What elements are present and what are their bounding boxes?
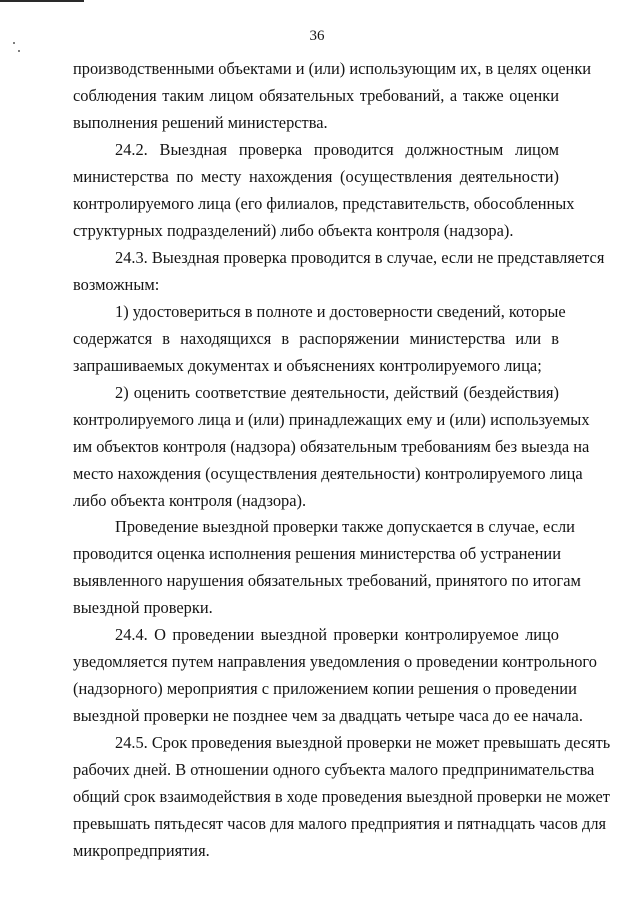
text-line: общий срок взаимодействия в ходе проведения выездной проверки не может <box>73 787 610 806</box>
text-line: выполнения решений министерства. <box>73 113 328 132</box>
text-line: содержатся в находящихся в распоряжении министерства или в <box>73 329 559 348</box>
paragraph-first-line: 24.2. Выездная проверка проводится должностным лицом <box>115 140 559 159</box>
text-line: превышать пятьдесят часов для малого предприятия и пятнадцать часов для <box>73 814 607 833</box>
paragraph-first-line: 2) оценить соответствие деятельности, действий (бездействия) <box>115 383 559 402</box>
text-line: возможным: <box>73 275 160 294</box>
scan-artifact-line <box>0 0 84 2</box>
text-line: место нахождения (осуществления деятельности) контролируемого лица <box>73 464 583 483</box>
text-line: рабочих дней. В отношении одного субъекта малого предпринимательства <box>73 760 595 779</box>
paragraph-first-line: Проведение выездной проверки также допускается в случае, если <box>115 517 575 536</box>
text-line: выявленного нарушения обязательных требований, принятого по итогам <box>73 571 581 590</box>
text-line: микропредприятия. <box>73 841 210 860</box>
text-line: выездной проверки не позднее чем за двадцать четыре часа до ее начала. <box>73 706 583 725</box>
text-line: им объектов контроля (надзора) обязательным требованиям без выезда на <box>73 437 590 456</box>
paragraph-first-line: 24.4. О проведении выездной проверки контролируемое лицо <box>115 625 559 644</box>
text-line: либо объекта контроля (надзора). <box>73 491 307 510</box>
text-line: министерства по месту нахождения (осуществления деятельности) <box>73 167 559 186</box>
text-line: выездной проверки. <box>73 598 213 617</box>
text-line: контролируемого лица (его филиалов, представительств, обособленных <box>73 194 575 213</box>
text-line: соблюдения таким лицом обязательных требований, а также оценки <box>73 86 559 105</box>
paragraph-first-line: 24.5. Срок проведения выездной проверки не может превышать десять <box>115 733 611 752</box>
text-line: уведомляется путем направления уведомления о проведении контрольного <box>73 652 597 671</box>
scan-artifact-dot <box>18 50 20 52</box>
text-line: проводится оценка исполнения решения министерства об устранении <box>73 544 561 563</box>
paragraph-first-line: 1) удостовериться в полноте и достоверности сведений, которые <box>115 302 566 321</box>
text-line: (надзорного) мероприятия с приложением копии решения о проведении <box>73 679 577 698</box>
paragraph-first-line: 24.3. Выездная проверка проводится в случае, если не представляется <box>115 248 605 267</box>
text-line: производственными объектами и (или) использующим их, в целях оценки <box>73 59 592 78</box>
text-line: контролируемого лица и (или) принадлежащих ему и (или) используемых <box>73 410 590 429</box>
text-line: запрашиваемых документах и объяснениях контролируемого лица; <box>73 356 542 375</box>
text-line: структурных подразделений) либо объекта контроля (надзора). <box>73 221 514 240</box>
page-number: 36 <box>309 28 325 44</box>
